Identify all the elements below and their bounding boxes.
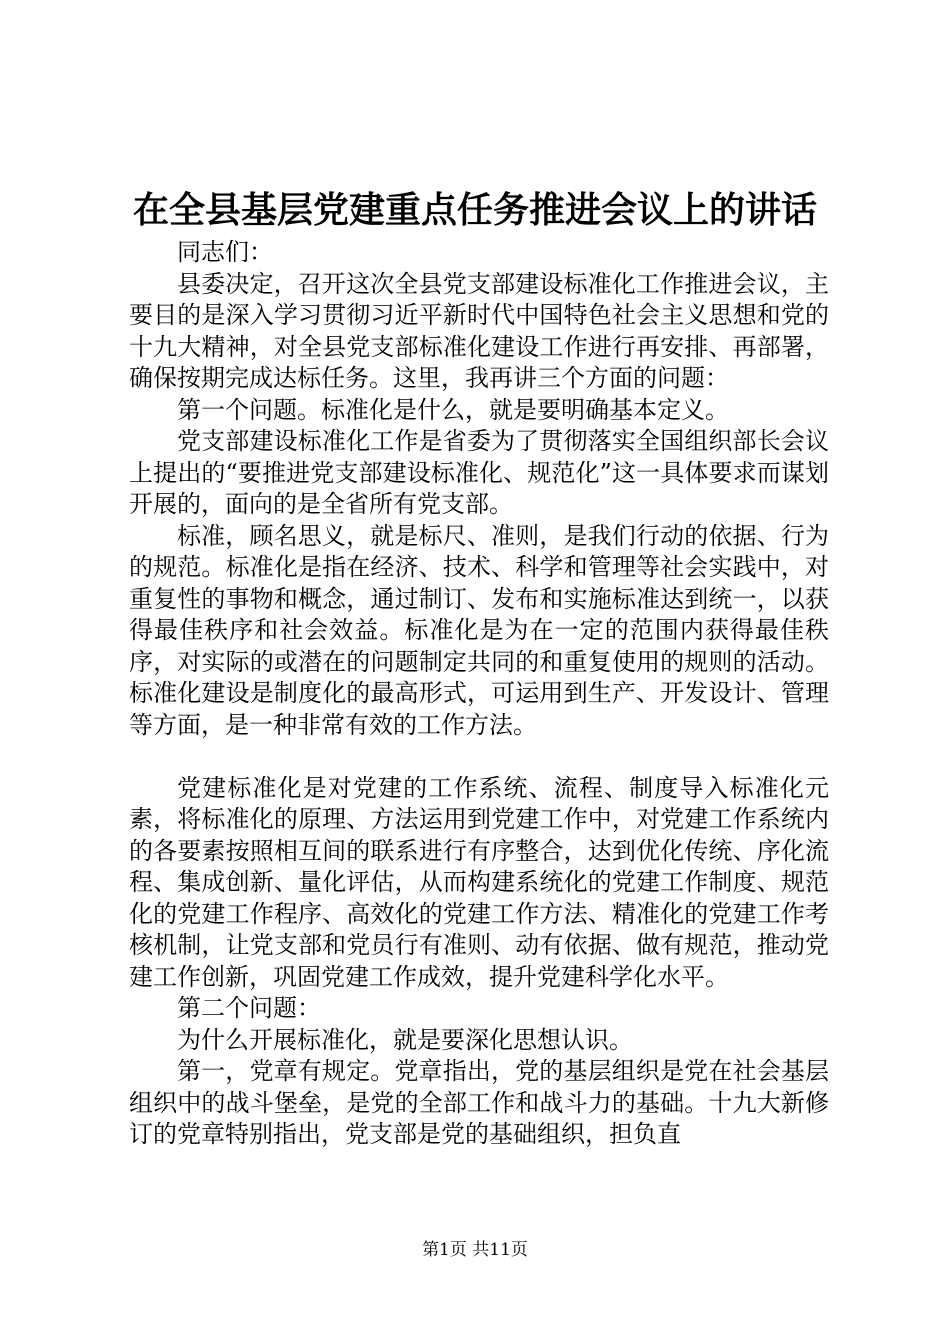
document-title: 在全县基层党建重点任务推进会议上的讲话 [132,189,817,231]
document-body [129,237,829,1151]
body-paragraph: 第一，党章有规定。党章指出，党的基层组织是党在社会基层组织中的战斗堡垒，是党的全部工作和战斗力的基础。十九大新修订的党章特别指出，党支部是党的基础组织，担负直 [129,1057,829,1148]
section-heading-2: 第二个问题： [177,994,321,1022]
salutation-paragraph: 同志们： [177,238,273,266]
body-paragraph: 党建标准化是对党建的工作系统、流程、制度导入标准化元素，将标准化的原理、方法运用到党建工作中，对党建工作系统内的各要素按照相互间的联系进行有序整合，达到优化传统、序化流程、集成创新、量化评估，从而构建系统化的党建工作制度、规范化的党建工作程序、高效化的党建工作方法、精准化的党建工作考核机制，让党支部和党员行有准则、动有依据、做有规范，推动党建工作创新，巩固党建工作成效，提升党建科学化水平。 [129,773,829,991]
page-number-footer: 第1页 共11页 [422,1240,528,1260]
section-subheading: 为什么开展标准化，就是要深化思想认识。 [177,1025,633,1054]
section-heading-1: 第一个问题。标准化是什么，就是要明确基本定义。 [177,395,729,424]
body-paragraph: 党支部建设标准化工作是省委为了贯彻落实全国组织部长会议上提出的“要推进党支部建设标准化、规范化”这一具体要求而谋划开展的，面向的是全省所有党支部。 [129,427,829,518]
body-paragraph: 标准，顾名思义，就是标尺、准则，是我们行动的依据、行为的规范。标准化是指在经济、技术、科学和管理等社会实践中，对重复性的事物和概念，通过制订、发布和实施标准达到统一，以获得最佳秩序和社会效益。标准化是为在一定的范围内获得最佳秩序，对实际的或潜在的问题制定共同的和重复使用的规则的活动。标准化建设是制度化的最高形式，可运用到生产、开发设计、管理等方面，是一种非常有效的工作方法。 [129,521,829,739]
body-paragraph: 县委决定，召开这次全县党支部建设标准化工作推进会议，主要目的是深入学习贯彻习近平新时代中国特色社会主义思想和党的十九大精神，对全县党支部标准化建设工作进行再安排、再部署，确保按期完成达标任务。这里，我再讲三个方面的问题： [129,269,829,392]
